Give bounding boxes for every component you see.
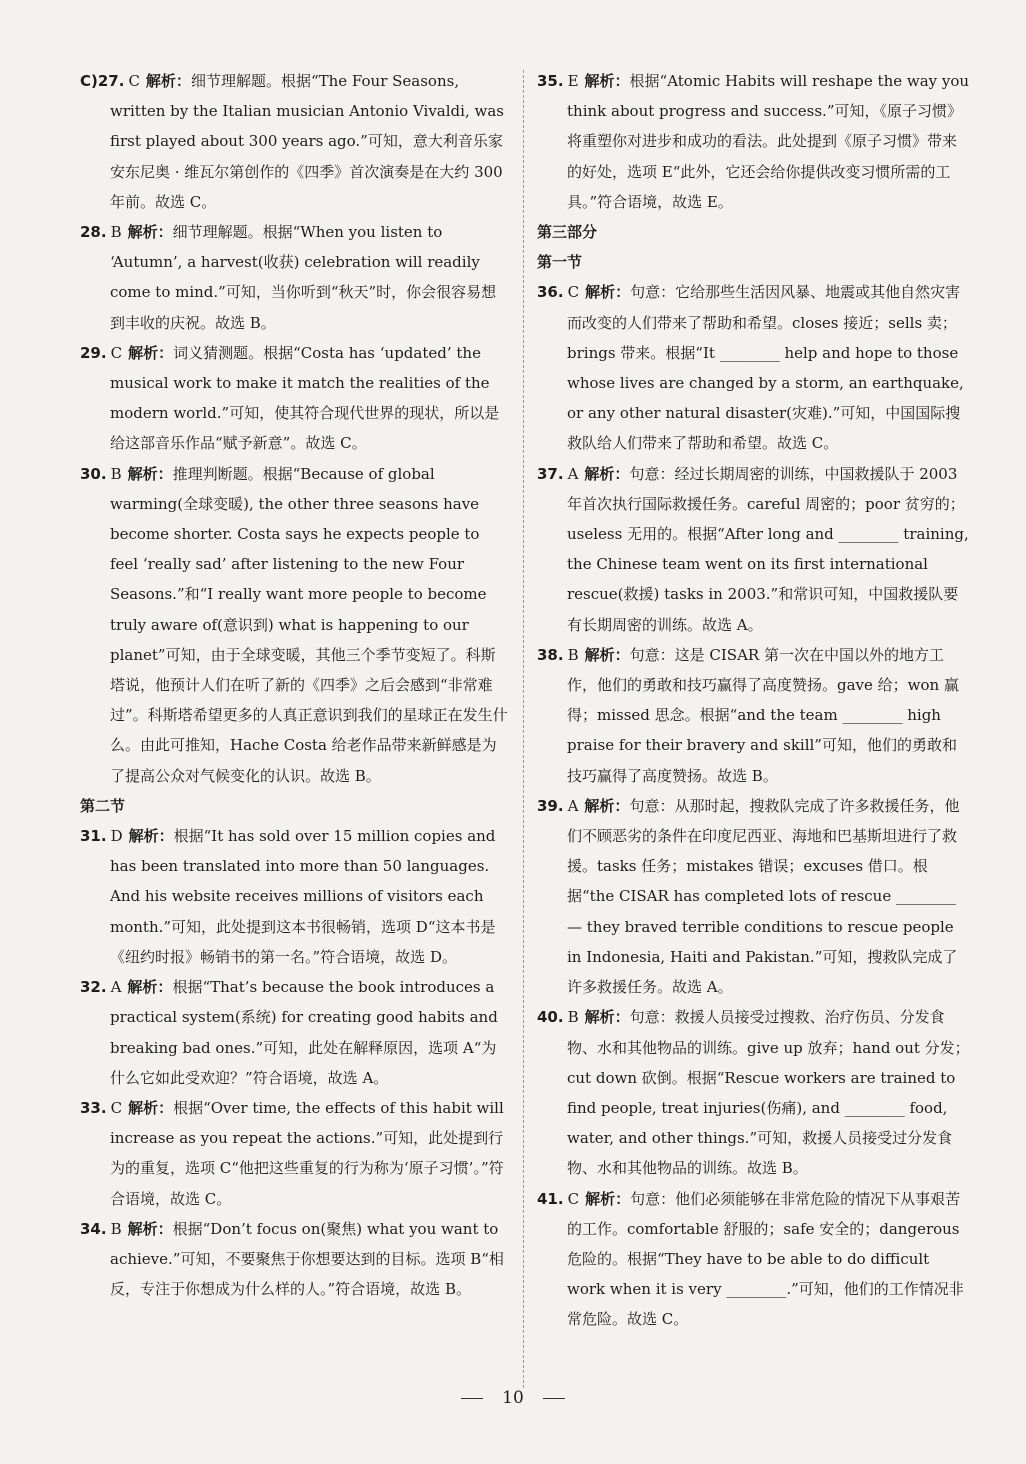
- left-column: [80, 66, 510, 1304]
- analysis-label: 解析：: [128, 1098, 174, 1117]
- question-number: 32.: [80, 978, 107, 997]
- answer-entry: [537, 1002, 971, 1183]
- question-number: 33.: [80, 1098, 107, 1117]
- analysis-text: 细节理解题。根据“When you listen to ‘Autumn’, a harvest(收获) celebration will readily come to mind.”可知，当你听到“秋天”时，你会很容易想到丰收的庆祝。故选 B。: [110, 223, 497, 332]
- question-number: 38.: [537, 645, 564, 664]
- question-number: 40.: [537, 1008, 564, 1027]
- analysis-label: 解析：: [584, 464, 630, 483]
- page-number: 10: [502, 1388, 524, 1408]
- answer-entry: [537, 791, 971, 1002]
- answer-entry: [80, 338, 510, 459]
- footer-dash-right: [543, 1398, 565, 1399]
- analysis-label: 解析：: [127, 464, 173, 483]
- question-number: C)27.: [80, 72, 125, 90]
- section-title-2: 第二节: [80, 796, 126, 815]
- analysis-text: 根据“Over time, the effects of this habit will increase as you repeat the actions.”可知，此处提到行为的重复，选项 C“他把这些重复的行为称为‘原子习惯’。”符合语境，故选 C。: [110, 1098, 504, 1208]
- answer-letter: B: [567, 645, 579, 664]
- answer-letter: B: [567, 1008, 579, 1027]
- column-divider: [523, 70, 524, 1388]
- answer-letter: C: [110, 343, 123, 362]
- footer-dash-left: [461, 1398, 483, 1399]
- question-number: 39.: [537, 796, 564, 815]
- left-entries-group-2: [80, 821, 510, 1304]
- analysis-text: 句意：从那时起，搜救队完成了许多救援任务，他们不顾恶劣的条件在印度尼西亚、海地和巴基斯坦进行了救援。tasks 任务；mistakes 错误；excuses 借口。根据“the CISAR has completed lots of rescue ________ — they braved terrible conditions to rescue people in Indonesia, Haiti and Pakistan.”可知，搜救队完成了许多救援任务。故选 A。: [567, 796, 960, 997]
- analysis-text: 词义猜测题。根据“Costa has ‘updated’ the musical work to make it match the realities of the modern world.”可知，使其符合现代世界的现状，所以是给这部音乐作品“赋予新意”。故选 C。: [110, 343, 500, 453]
- answer-entry: [537, 1184, 971, 1335]
- question-number: 29.: [80, 343, 107, 362]
- analysis-text: 根据“Don’t focus on(聚焦) what you want to achieve.”可知，不要聚焦于你想要达到的目标。选项 B“相反，专注于你想成为什么样的人。”符合语境，故选 B。: [110, 1219, 504, 1299]
- question-number: 30.: [80, 464, 107, 483]
- analysis-label: 解析：: [127, 223, 173, 242]
- analysis-label: 解析：: [585, 283, 631, 302]
- answer-entry: [80, 972, 510, 1093]
- analysis-label: 解析：: [585, 1189, 631, 1208]
- question-number: 41.: [537, 1189, 564, 1208]
- answer-entry: [80, 217, 510, 338]
- answer-letter: B: [110, 464, 122, 483]
- answer-letter: C: [128, 72, 140, 90]
- analysis-label: 解析：: [584, 72, 630, 90]
- right-entries-group-1: [537, 66, 971, 217]
- answer-letter: D: [110, 827, 123, 846]
- left-entries-group-1: [80, 66, 510, 791]
- question-number: 31.: [80, 827, 107, 846]
- analysis-text: 句意：它给那些生活因风暴、地震或其他自然灾害而改变的人们带来了帮助和希望。closes 接近；sells 卖；brings 带来。根据“It ________ help and hope to those whose lives are changed by a storm, an earthquake, or any other natural disaster(灾难).”可知，中国国际搜救队给人们带来了帮助和希望。故选 C。: [567, 283, 964, 453]
- analysis-label: 解析：: [127, 978, 173, 997]
- analysis-label: 解析：: [584, 796, 630, 815]
- question-number: 36.: [537, 283, 564, 302]
- answer-letter: E: [567, 72, 579, 90]
- answer-entry: [537, 66, 971, 217]
- answer-letter: C: [567, 1189, 580, 1208]
- answer-entry: [537, 640, 971, 791]
- analysis-text: 句意：他们必须能够在非常危险的情况下从事艰苦的工作。comfortable 舒服的；safe 安全的；dangerous 危险的。根据“They have to be able to do difficult work when it is very ________.”可知，他们的工作情况非常危险。故选 C。: [567, 1189, 964, 1329]
- answer-entry: [80, 821, 510, 972]
- answer-letter: B: [110, 1219, 122, 1238]
- analysis-text: 句意：这是 CISAR 第一次在中国以外的地方工作，他们的勇敢和技巧赢得了高度赞扬。gave 给；won 赢得；missed 思念。根据“and the team ________ high praise for their bravery and skill”可知，他们的勇敢和技巧赢得了高度赞扬。故选 B。: [567, 645, 959, 785]
- answer-entry: [80, 66, 510, 217]
- answer-entry: [537, 277, 971, 458]
- analysis-label: 解析：: [127, 1219, 173, 1238]
- analysis-label: 解析：: [584, 1008, 630, 1027]
- right-column: [537, 66, 971, 1335]
- answer-entry: [80, 459, 510, 791]
- analysis-text: 推理判断题。根据“Because of global warming(全球变暖), the other three seasons have become shorter. Costa says he expects people to feel ‘really sad’ after listening to the new Four Seasons.”和“I really want more people to become truly aware of(意识到) what is happening to our planet”可知，由于全球变暖，其他三个季节变短了。科斯塔说，他预计人们在听了新的《四季》之后会感到“非常难过”。科斯塔希望更多的人真正意识到我们的星球正在发生什么。由此可推知，Hache Costa 给老作品带来新鲜感是为了提高公众对气候变化的认识。故选 B。: [110, 464, 508, 785]
- analysis-label: 解析：: [145, 72, 191, 90]
- analysis-text: 细节理解题。根据“The Four Seasons, written by the Italian musician Antonio Vivaldi, was first played about 300 years ago.”可知，意大利音乐家安东尼奥 · 维瓦尔第创作的《四季》首次演奏是在大约 300 年前。故选 C。: [110, 72, 504, 211]
- answer-letter: B: [110, 223, 122, 242]
- answer-letter: C: [110, 1098, 123, 1117]
- analysis-label: 解析：: [128, 343, 174, 362]
- question-number: 28.: [80, 223, 107, 242]
- analysis-text: 句意：救援人员接受过搜救、治疗伤员、分发食物、水和其他物品的训练。give up 放弃；hand out 分发；cut down 砍倒。根据“Rescue workers are trained to find people, treat injuries(伤痛), and ________ food, water, and other things.”可知，救援人员接受过分发食物、水和其他物品的训练。故选 B。: [567, 1008, 970, 1178]
- answer-letter: C: [567, 283, 580, 302]
- analysis-label: 解析：: [128, 827, 174, 846]
- answer-letter: A: [110, 978, 122, 997]
- answer-letter: A: [567, 464, 579, 483]
- right-entries-group-2: [537, 277, 971, 1334]
- answer-entry: [537, 459, 971, 640]
- analysis-text: 根据“Atomic Habits will reshape the way you think about progress and success.”可知，《原子习惯》将重塑你对进步和成功的看法。此处提到《原子习惯》带来的好处，选项 E“此外，它还会给你提供改变习惯所需的工具。”符合语境，故选 E。: [567, 72, 970, 211]
- answer-letter: A: [567, 796, 579, 815]
- analysis-text: 句意：经过长期周密的训练，中国救援队于 2003 年首次执行国际救援任务。careful 周密的；poor 贫穷的；useless 无用的。根据“After long and ________ training, the Chinese team went on its first international rescue(救援) tasks in 2003.”和常识可知，中国救援队要有长期周密的训练。故选 A。: [567, 464, 969, 634]
- question-number: 35.: [537, 72, 564, 90]
- analysis-label: 解析：: [584, 645, 630, 664]
- answer-entry: [80, 1214, 510, 1305]
- analysis-text: 根据“It has sold over 15 million copies and has been translated into more than 50 languages. And his website receives millions of visitors each month.”可知，此处提到这本书很畅销，选项 D“这本书是《纽约时报》畅销书的第一名。”符合语境，故选 D。: [110, 827, 496, 966]
- analysis-text: 根据“That’s because the book introduces a practical system(系统) for creating good habits and breaking bad ones.”可知，此处在解释原因，选项 A“为什么它如此受欢迎？”符合语境，故选 A。: [110, 978, 498, 1087]
- page-footer: [0, 1388, 1026, 1408]
- section-title-1: 第一节: [537, 253, 583, 272]
- answer-entry: [80, 1093, 510, 1214]
- question-number: 37.: [537, 464, 564, 483]
- part-title: 第三部分: [537, 223, 598, 242]
- question-number: 34.: [80, 1219, 107, 1238]
